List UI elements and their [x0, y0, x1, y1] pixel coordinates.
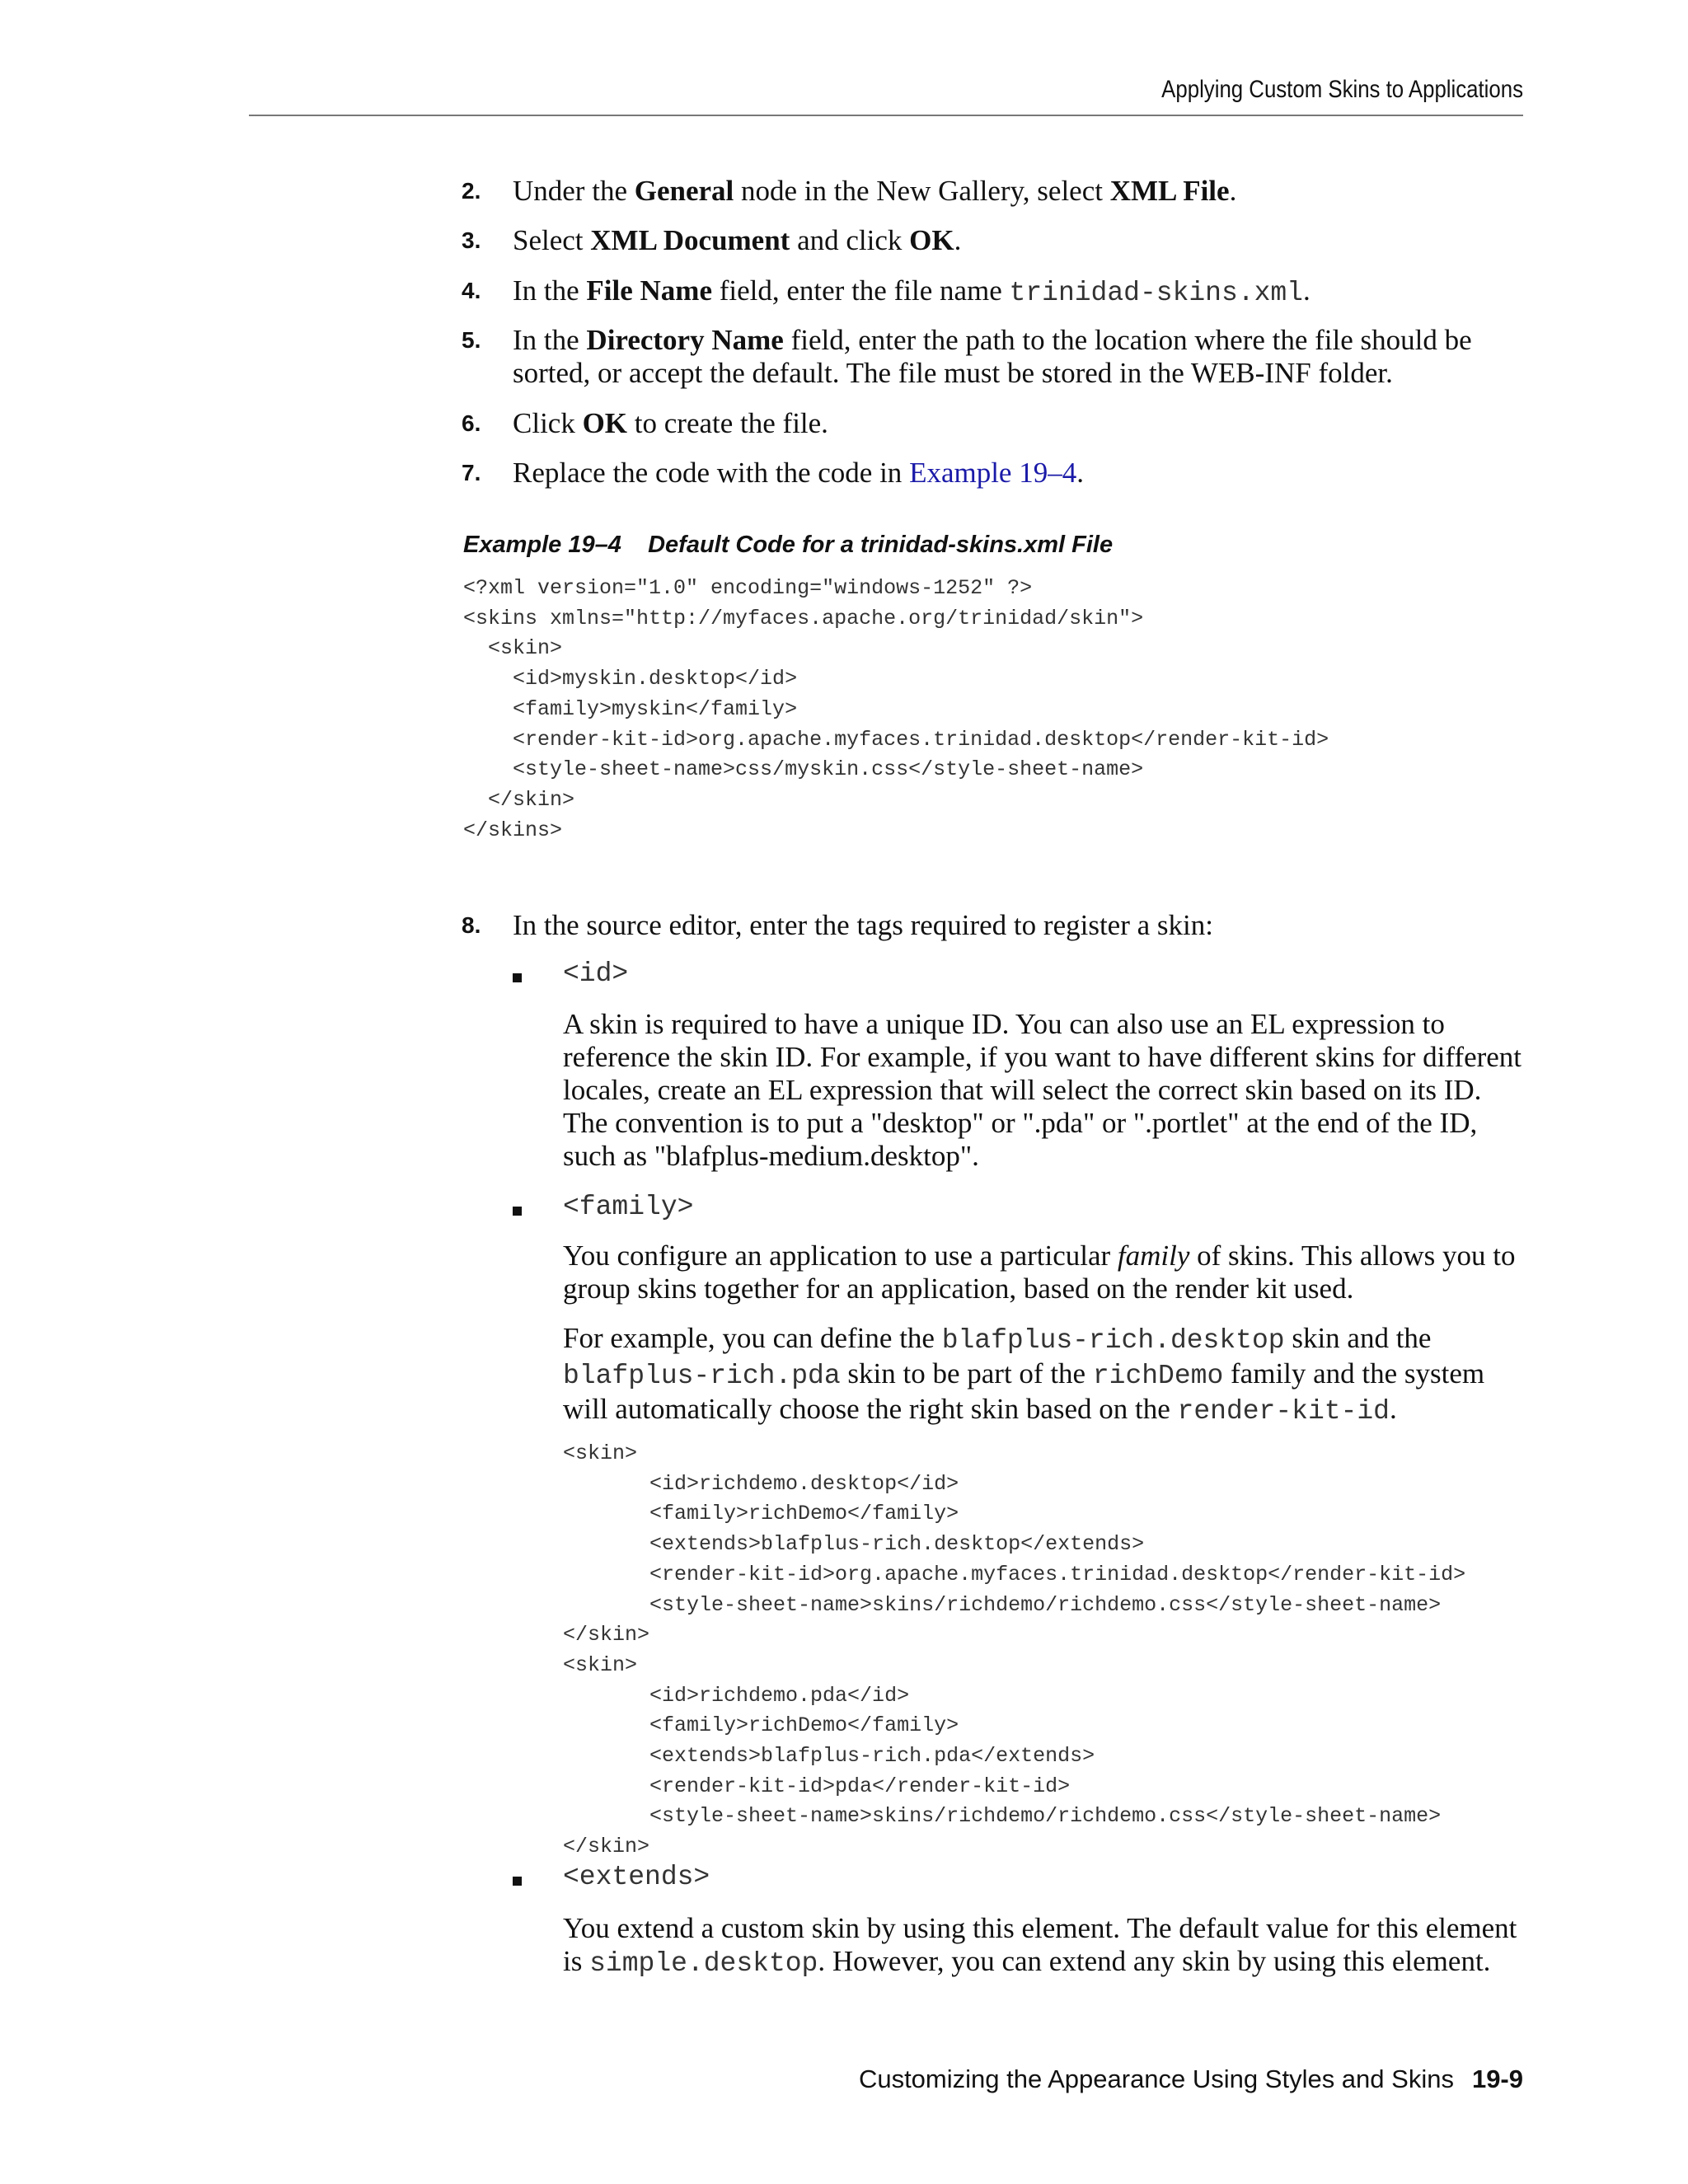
bullet-marker [513, 1207, 522, 1216]
text: In the [513, 274, 587, 307]
header-rule [249, 115, 1523, 116]
text: field, enter the file name [712, 274, 1010, 307]
text: family and the system will automatically choose the right skin based on the [563, 1357, 1485, 1425]
step-text [513, 457, 1525, 490]
inline-code: blafplus-rich.pda [563, 1361, 841, 1391]
text: skin to be part of the [840, 1357, 1093, 1390]
emphasis: family [1117, 1240, 1190, 1272]
text: to create the file. [627, 407, 828, 439]
bullet-tag-family: <family> [563, 1192, 694, 1222]
bullet-marker [513, 973, 522, 982]
family-code-block: <skin> <id>richdemo.desktop</id> <family>richDemo</family> <extends>blafplus-rich.desktop</extends> <render-kit-id>org.apache.myfaces.trinidad.desktop</render-kit-id> <style-sheet-name>skins/richdemo/richdemo.css</style-sheet-name> </skin> <skin> <id>richdemo.pda</id> <family>richDemo</family> <extends>blafplus-rich.pda</extends> <render-kit-id>pda</render-kit-id> <style-sheet-name>skins/richdemo/richdemo.css</style-sheet-name> </skin> [563, 1441, 1466, 1859]
step-text: In the source editor, enter the tags required to register a skin: [513, 909, 1213, 941]
text: . [1303, 274, 1311, 307]
running-header: Applying Custom Skins to Applications [1161, 76, 1523, 103]
text: and click [790, 224, 910, 256]
step-text [513, 274, 1525, 310]
step-number: 6. [462, 410, 481, 436]
text: Replace the code with the code in [513, 457, 910, 489]
family-description [563, 1240, 1527, 1305]
text: . However, you can extend any skin by using this element. [818, 1945, 1491, 1977]
bold-term: OK [909, 224, 954, 256]
bold-term: XML Document [590, 224, 790, 256]
step-text [513, 324, 1525, 390]
text: You extend a custom skin by using this element. The default value for this element is [563, 1912, 1517, 1977]
family-example-paragraph [563, 1322, 1527, 1428]
inline-code: simple.desktop [589, 1948, 818, 1979]
text: . [1229, 175, 1237, 207]
text: . [954, 224, 962, 256]
bold-term: File Name [586, 274, 712, 307]
text: For example, you can define the [563, 1322, 942, 1354]
example-link[interactable]: Example 19–4 [909, 457, 1077, 489]
bullet-tag-id: <id> [563, 958, 629, 989]
bold-term: XML File [1109, 175, 1230, 207]
id-description: A skin is required to have a unique ID. You can also use an EL expression to reference the skin ID. For example, if you want to have different skins for different locales, create an EL expression that will select the correct skin based on its ID. The convention is to put a "desktop" or ".pda" or ".portlet" at the end of the ID, such as "blafplus-medium.desktop". [563, 1008, 1522, 1172]
inline-code: trinidad-skins.xml [1009, 278, 1303, 308]
page-number: 19-9 [1471, 2064, 1523, 2093]
text: skin and the [1284, 1322, 1432, 1354]
bold-term: Directory Name [586, 324, 784, 356]
inline-code: render-kit-id [1177, 1396, 1390, 1427]
step-text [513, 224, 1525, 257]
text: You configure an application to use a particular [563, 1240, 1118, 1272]
inline-code: richDemo [1092, 1361, 1224, 1391]
text: of skins. This allows you to group skins together for an application, based on the render kit used. [563, 1240, 1516, 1305]
bold-term: General [634, 175, 734, 207]
example-label: Example 19–4 [463, 532, 621, 558]
example-code-block: <?xml version="1.0" encoding="windows-1252" ?> <skins xmlns="http://myfaces.apache.org/trinidad/skin"> <skin> <id>myskin.desktop</id> <family>myskin</family> <render-kit-id>org.apache.myfaces.trinidad.desktop</render-kit-id> <style-sheet-name>css/myskin.css</style-sheet-name> </skin> </skins> [463, 576, 1329, 842]
bullet-marker [513, 1877, 522, 1886]
text: field, enter the path to the location where the file should be sorted, or accept the default. The file must be stored in the WEB-INF folder. [513, 324, 1472, 389]
inline-code: blafplus-rich.desktop [941, 1325, 1285, 1356]
step-text [513, 407, 1525, 440]
text: Click [513, 407, 583, 439]
step-number: 7. [462, 460, 481, 485]
page-footer [577, 2064, 1523, 2094]
example-title: Default Code for a trinidad-skins.xml File [648, 532, 1114, 558]
step-number: 3. [462, 227, 481, 253]
bold-term: OK [582, 407, 628, 439]
step-number: 5. [462, 327, 481, 353]
text: In the [513, 324, 587, 356]
step-text [513, 175, 1525, 208]
text: . [1389, 1393, 1397, 1425]
text: . [1076, 457, 1084, 489]
text: node in the New Gallery, select [734, 175, 1110, 207]
footer-chapter-title: Customizing the Appearance Using Styles and Skins [858, 2064, 1454, 2093]
example-caption [463, 532, 1113, 559]
text: Under the [513, 175, 635, 207]
text: Select [513, 224, 591, 256]
step-number: 4. [462, 278, 481, 303]
bullet-tag-extends: <extends> [563, 1862, 710, 1892]
step-number: 2. [462, 178, 481, 204]
step-number: 8. [462, 912, 481, 938]
extends-description [563, 1912, 1527, 1980]
